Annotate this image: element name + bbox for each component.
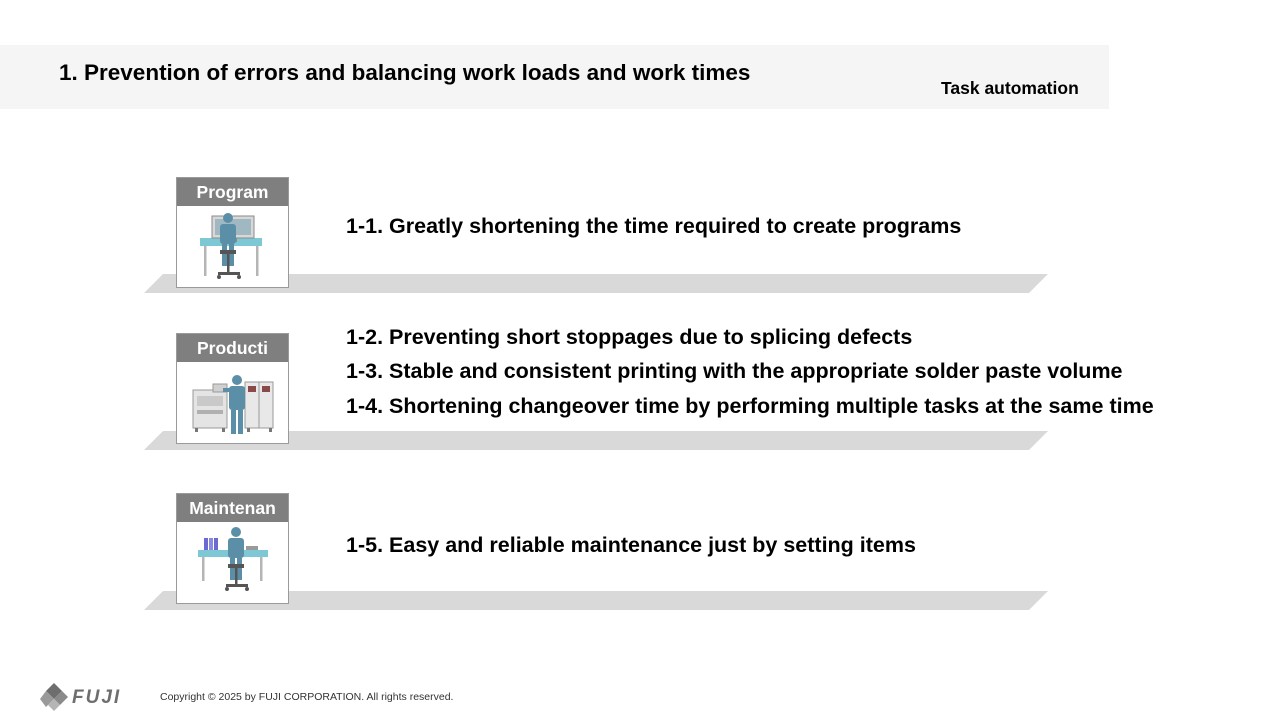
programmer-at-desk-icon (198, 210, 268, 282)
improvement-item: 1-4. Shortening changeover time by performing multiple tasks at the same time (346, 394, 1154, 418)
category-label: Maintenan (177, 494, 288, 522)
copyright-text: Copyright © 2025 by FUJI CORPORATION. All rights reserved. (160, 691, 454, 703)
category-card-program (176, 177, 289, 288)
page-title: 1. Prevention of errors and balancing work loads and work times (59, 60, 751, 85)
category-card-production (176, 333, 289, 444)
category-card-maintenance (176, 493, 289, 604)
improvement-item: 1-2. Preventing short stoppages due to splicing defects (346, 325, 913, 349)
improvement-item: 1-1. Greatly shortening the time required to create programs (346, 214, 962, 238)
section-tag: Task automation (941, 78, 1079, 98)
category-label: Producti (177, 334, 288, 362)
improvement-item: 1-3. Stable and consistent printing with the appropriate solder paste volume (346, 359, 1123, 383)
technician-at-workbench-icon (196, 526, 270, 598)
improvement-item: 1-5. Easy and reliable maintenance just by setting items (346, 533, 916, 557)
category-label: Program (177, 178, 288, 206)
fuji-logo (40, 682, 152, 712)
svg-text:FUJI: FUJI (72, 687, 122, 708)
operator-at-machines-icon (191, 366, 275, 438)
